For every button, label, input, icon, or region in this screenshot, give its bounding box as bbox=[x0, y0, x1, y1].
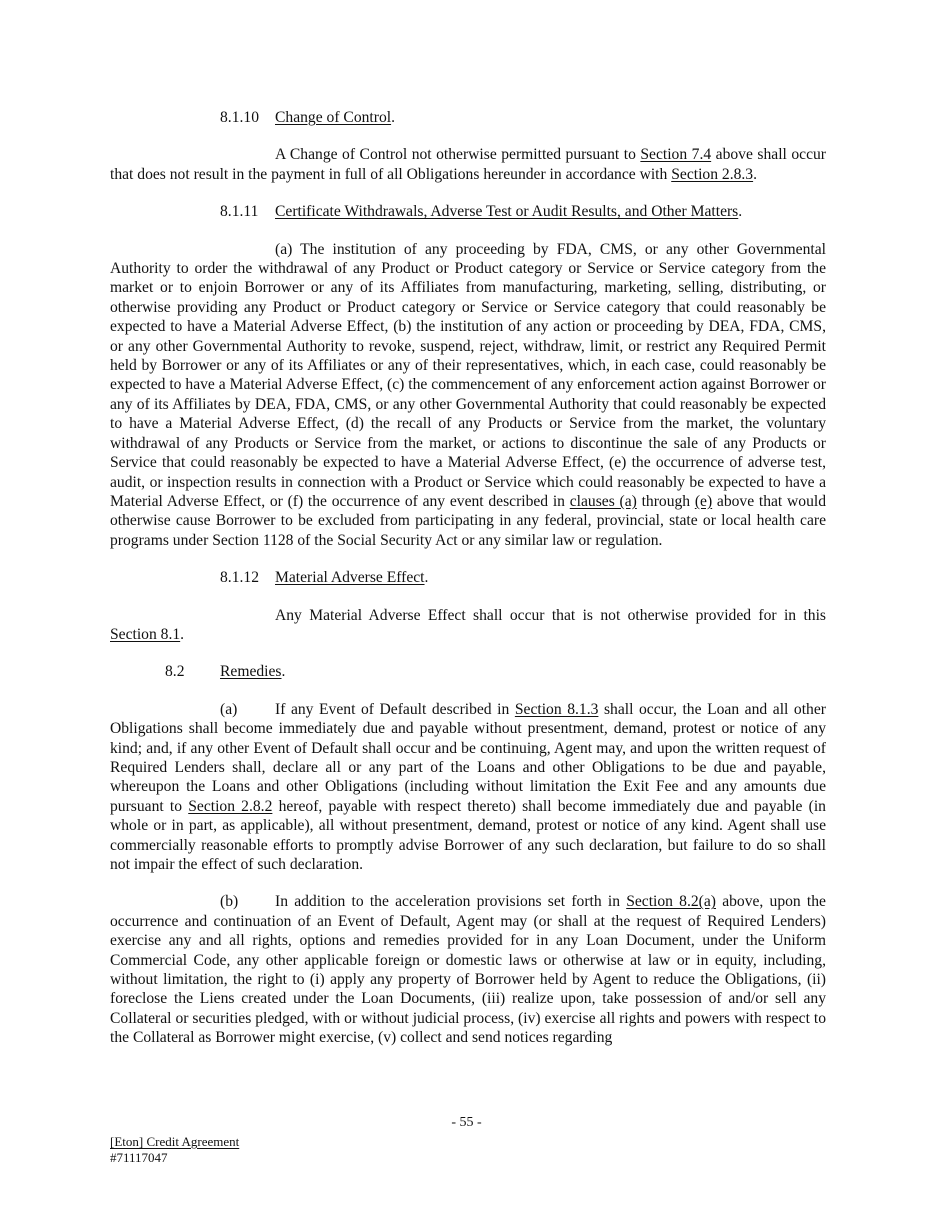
section-number: 8.2 bbox=[165, 663, 185, 681]
cross-reference-link: Section 2.8.2 bbox=[188, 797, 273, 815]
section-8-1-10-body: A Change of Control not otherwise permitted pursuant to Section 7.4 above shall occur that does not result in the payment in full of all Obligations hereunder in accordance with Section 2.8.3. bbox=[110, 146, 826, 183]
section-number: 8.1.10 bbox=[220, 109, 259, 126]
document-title: [Eton] Credit Agreement bbox=[110, 1134, 240, 1149]
cross-reference-link: Section 8.1 bbox=[110, 625, 181, 643]
section-8-1-11-heading: 8.1.11 Certificate Withdrawals, Adverse Test or Audit Results, and Other Matters. bbox=[220, 203, 743, 221]
cross-reference-link: Section 2.8.3 bbox=[671, 165, 754, 183]
document-page bbox=[110, 108, 826, 1066]
document-footer bbox=[110, 1134, 239, 1166]
cross-reference-link: (e) bbox=[694, 492, 713, 510]
clause-tag: (b) bbox=[220, 893, 239, 911]
section-title: Remedies bbox=[220, 663, 282, 681]
section-number: 8.1.12 bbox=[220, 569, 259, 587]
page-number: - 55 - bbox=[451, 1115, 482, 1130]
clause-tag: (a) bbox=[220, 700, 238, 718]
cross-reference-link: clauses (a) bbox=[569, 492, 637, 510]
section-8-1-12-body: Any Material Adverse Effect shall occur that is not otherwise provided for in this Section 8.1. bbox=[110, 606, 826, 643]
section-8-1-12-heading: 8.1.12 Material Adverse Effect. bbox=[220, 569, 429, 587]
cross-reference-link: Section 8.2(a) bbox=[626, 893, 716, 911]
section-title: Change of Control bbox=[275, 109, 392, 126]
section-number: 8.1.11 bbox=[220, 203, 259, 221]
section-8-1-11-body: (a) The institution of any proceeding by FDA, CMS, or any other Governmental Authority to order the withdrawal of any Product or Product category or Service or Service category from the market or to enjoin Borrower or any of its Affiliates from manufacturing, marketing, selling, distributing, or otherwise providing any Product or Product category or Service or Service category that could reasonably be expected to have a Material Adverse Effect, (b) the institution of any action or proceeding by DEA, FDA, CMS, or any other Governmental Authority to revoke, suspend, reject, withdraw, limit, or restrict any Required Permit held by Borrower or any of its Affiliates or any of their representatives, which, in each case, could reasonably be expected to have a Material Adverse Effect, (c) the commencement of any enforcement action against Borrower or any of its Affiliates by DEA, FDA, CMS, or any other Governmental Authority that could reasonably be expected to have a Material Adverse Effect, (d) the recall of any Products or Service from the market, the voluntary withdrawal of any Products or Service from the market, or actions to discontinue the sale of any Products or Service that could reasonably be expected to have a Material Adverse Effect, (e) the occurrence of adverse test, audit, or inspection results in connection with a Product or Service which could reasonably be expected to have a Material Adverse Effect, or (f) the occurrence of any event described in clauses (a) through (e) above that would otherwise cause Borrower to be excluded from participating in any federal, provincial, state or local health care programs under Section 1128 of the Social Security Act or any similar law or regulation. bbox=[110, 240, 826, 549]
cross-reference-link: Section 8.1.3 bbox=[514, 700, 599, 718]
section-8-2-a-body: (a) If any Event of Default described in Section 8.1.3 shall occur, the Loan and all other Obligations shall become immediately due and payable without presentment, demand, protest or notice of any kind; and, if any other Event of Default shall occur and be continuing, Agent may, and upon the written request of Required Lenders shall, declare all or any part of the Loans and other Obligations to be due and payable, whereupon the Loans and other Obligations (including without limitation the Exit Fee and any amounts due pursuant to Section 2.8.2 hereof, payable with respect thereto) shall become immediately due and payable (in whole or in part, as applicable), all without presentment, demand, protest or notice of any kind. Agent shall use commercially reasonable efforts to promptly advise Borrower of any such declaration, but failure to do so shall not impair the effect of such declaration. bbox=[110, 700, 826, 873]
document-id: #71117047 bbox=[110, 1150, 168, 1165]
cross-reference-link: Section 7.4 bbox=[640, 146, 712, 164]
section-8-1-10-heading: 8.1.10 Change of Control. bbox=[220, 109, 395, 126]
section-title: Certificate Withdrawals, Adverse Test or Audit Results, and Other Matters bbox=[275, 203, 739, 221]
section-title: Material Adverse Effect bbox=[275, 569, 425, 587]
section-8-2-b-body: (b) In addition to the acceleration provisions set forth in Section 8.2(a) above, upon the occurrence and continuation of an Event of Default, Agent may (or shall at the request of Required Lenders) exercise any and all rights, options and remedies provided for in any Loan Document, under the Uniform Commercial Code, any other applicable foreign or domestic laws or otherwise at law or in equity, including, without limitation, the right to (i) apply any property of Borrower held by Agent to reduce the Obligations, (ii) foreclose the Liens created under the Loan Documents, (iii) realize upon, take possession of and/or sell any Collateral or securities pledged, with or without judicial process, (iv) exercise all rights and powers with respect to the Collateral as Borrower might exercise, (v) collect and send notices regarding bbox=[110, 893, 826, 1047]
section-8-2-heading: 8.2 Remedies. bbox=[165, 663, 286, 681]
